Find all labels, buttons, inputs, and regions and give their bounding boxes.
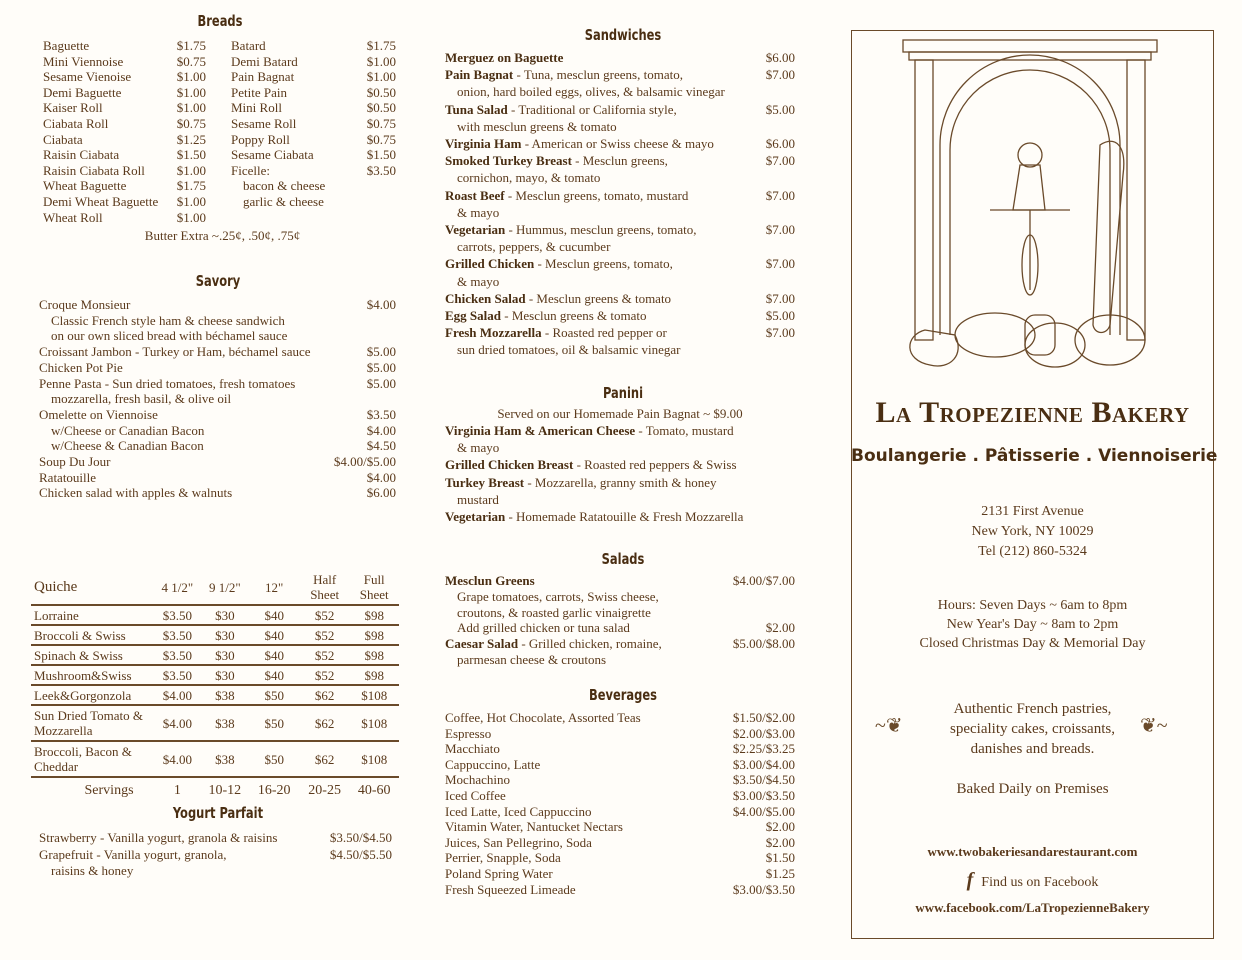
- quiche-price: $52: [300, 625, 350, 645]
- item-description: - Hummus, mesclun greens, tomato,: [505, 222, 697, 237]
- beverages-price: $1.50: [765, 850, 795, 866]
- sandwiches-item: [457, 342, 680, 357]
- quiche-price: $30: [201, 625, 248, 645]
- bread-name: Raisin Ciabata: [43, 147, 120, 163]
- savory-item: mozzarella, fresh basil, & olive oil: [51, 391, 232, 407]
- beverages-item: [445, 882, 576, 897]
- beverages-item: [445, 819, 623, 834]
- bread-name: Sesame Roll: [231, 116, 297, 131]
- item-name: Turkey Breast: [445, 474, 525, 490]
- panini-item: [445, 475, 717, 490]
- savory-price: $4.00: [366, 422, 396, 438]
- bread-name: Wheat Roll: [43, 209, 103, 225]
- item-description: & mayo: [457, 204, 500, 220]
- facebook-row[interactable]: [851, 869, 1214, 892]
- bread-name: Poppy Roll: [231, 131, 290, 147]
- bread-name: Sesame Vienoise: [43, 69, 132, 85]
- item-description: Espresso: [445, 725, 492, 741]
- sandwiches-price: $7.00: [765, 67, 795, 83]
- servings-value: 1: [154, 777, 202, 802]
- beverages-item: [445, 726, 491, 741]
- hours-block: [851, 596, 1214, 653]
- blurb-line: speciality cakes, croissants,: [950, 721, 1115, 737]
- yogurt-heading: Yogurt Parfait: [172, 804, 264, 822]
- savory-item: on our own sliced bread with béchamel sauce: [51, 328, 288, 344]
- quiche-column-header: 9 1/2": [208, 579, 241, 595]
- bread-price: $1.50: [366, 147, 396, 163]
- hours-daily: Hours: Seven Days ~ 6am to 8pm: [937, 598, 1128, 613]
- bakery-name: La Tropezienne Bakery: [875, 396, 1190, 429]
- item-description: Macchiato: [445, 741, 500, 757]
- item-name: Vegetarian: [445, 509, 506, 524]
- quiche-price: $98: [349, 645, 399, 665]
- quiche-price: $30: [201, 605, 248, 625]
- item-name: Mesclun Greens: [445, 573, 535, 588]
- item-description: carrots, peppers, & cucumber: [457, 239, 611, 255]
- savory-item: Soup Du Jour: [39, 454, 111, 469]
- website-link[interactable]: www.twobakeriesandarestaurant.com: [927, 844, 1138, 859]
- address-city: New York, NY 10029: [971, 524, 1094, 539]
- savory-heading: Savory: [195, 272, 241, 290]
- beverages-item: [445, 788, 506, 803]
- quiche-price: $4.00: [154, 685, 202, 705]
- quiche-row: [31, 605, 399, 625]
- beverages-heading: Beverages: [588, 686, 657, 704]
- item-name: Grilled Chicken Breast: [445, 457, 574, 473]
- servings-value: 20-25: [300, 777, 350, 802]
- quiche-price: $3.50: [154, 645, 202, 665]
- bread-price: $0.75: [176, 53, 206, 69]
- beverages-price: $2.00: [765, 819, 795, 835]
- quiche-name: Leek&Gorgonzola: [31, 685, 154, 705]
- quiche-price: $3.50: [154, 605, 202, 625]
- quiche-table: [31, 570, 399, 802]
- savory-item: Penne Pasta - Sun dried tomatoes, fresh tomatoes: [39, 375, 296, 391]
- bread-name: bacon & cheese: [243, 178, 326, 194]
- bread-price: $1.75: [176, 38, 206, 53]
- item-description: - Mozzarella, granny smith & honey: [524, 474, 717, 490]
- bread-name: Raisin Ciabata Roll: [43, 162, 145, 178]
- ornament-left-icon: ~❦: [875, 715, 903, 737]
- beverages-price: $4.00/$5.00: [732, 803, 795, 819]
- beverages-price: $3.00/$3.50: [732, 788, 795, 803]
- item-description: Perrier, Snapple, Soda: [445, 850, 561, 866]
- item-name: Egg Salad: [445, 308, 501, 323]
- blurb-line: danishes and breads.: [970, 741, 1095, 757]
- beverages-item: [445, 757, 540, 772]
- quiche-price: $3.50: [154, 625, 202, 645]
- item-description: - Traditional or California style,: [507, 101, 677, 117]
- savory-item: w/Cheese or Canadian Bacon: [51, 422, 205, 438]
- item-description: Coffee, Hot Chocolate, Assorted Teas: [445, 710, 641, 725]
- bread-name: Demi Baguette: [43, 84, 122, 100]
- bread-name: Demi Batard: [231, 53, 298, 69]
- bread-price: $1.75: [176, 178, 206, 194]
- servings-value: 40-60: [349, 777, 399, 802]
- panini-item: [445, 509, 743, 524]
- bread-name: Mini Roll: [231, 100, 282, 116]
- savory-price: $4.00: [366, 297, 396, 312]
- item-description: Cappuccino, Latte: [445, 756, 541, 772]
- sandwiches-item: [457, 170, 600, 185]
- item-name: Merguez on Baguette: [445, 50, 564, 65]
- quiche-price: $108: [349, 705, 399, 741]
- beverages-price: $3.50/$4.50: [732, 772, 795, 788]
- item-description: Grape tomatoes, carrots, Swiss cheese,: [457, 588, 659, 604]
- item-description: Poland Spring Water: [445, 866, 553, 881]
- panini-item: [445, 423, 734, 438]
- bread-name: Wheat Baguette: [43, 178, 127, 194]
- panini-item: [457, 492, 499, 507]
- beverages-item: [445, 850, 561, 865]
- sandwiches-item: [445, 188, 688, 203]
- bread-price: $3.50: [366, 162, 396, 178]
- quiche-name: Broccoli, Bacon & Cheddar: [31, 741, 154, 777]
- savory-price: $4.00/$5.00: [333, 454, 396, 469]
- savory-price: $4.50: [366, 438, 396, 454]
- hours-new-year: New Year's Day ~ 8am to 2pm: [946, 617, 1119, 632]
- quiche-row: [31, 685, 399, 705]
- quiche-price: $62: [300, 741, 350, 777]
- sandwiches-item: [445, 136, 714, 151]
- quiche-name: Spinach & Swiss: [31, 645, 154, 665]
- sandwiches-item: [445, 102, 677, 117]
- bread-name: Ciabata Roll: [43, 116, 109, 131]
- hours-closed: Closed Christmas Day & Memorial Day: [919, 636, 1146, 651]
- item-name: Fresh Mozzarella: [445, 325, 542, 341]
- quiche-column-header: Half Sheet: [310, 572, 340, 602]
- sandwiches-item: [445, 153, 668, 168]
- sandwiches-item: [445, 291, 671, 306]
- sandwiches-item: [457, 84, 725, 99]
- quiche-price: $52: [300, 605, 350, 625]
- quiche-name: Lorraine: [31, 605, 154, 625]
- sandwiches-item: [445, 50, 563, 65]
- quiche-price: $98: [349, 605, 399, 625]
- facebook-label: Find us on Facebook: [981, 875, 1099, 890]
- item-description: - Mesclun greens & tomato: [501, 308, 647, 323]
- servings-row: [31, 777, 399, 802]
- bread-name: Pain Bagnat: [231, 69, 295, 85]
- savory-price: $6.00: [366, 485, 396, 501]
- beverages-price: $1.25: [765, 866, 795, 881]
- yogurt-price: $3.50/$4.50: [329, 830, 392, 845]
- beverages-price: $3.00/$3.50: [732, 881, 795, 897]
- item-description: & mayo: [457, 273, 500, 289]
- salads-item: [457, 652, 606, 667]
- bread-price: $0.50: [366, 84, 396, 100]
- sandwiches-item: [457, 205, 499, 220]
- item-description: - Mesclun greens & tomato: [525, 290, 672, 306]
- quiche-row: [31, 625, 399, 645]
- beverages-price: $2.00: [765, 834, 795, 850]
- facebook-url[interactable]: www.facebook.com/LaTropezienneBakery: [915, 900, 1150, 915]
- item-description: - Mesclun greens, tomato,: [534, 256, 673, 272]
- servings-value: 16-20: [249, 777, 300, 802]
- quiche-name: Mushroom&Swiss: [31, 665, 154, 685]
- item-description: Vitamin Water, Nantucket Nectars: [445, 819, 623, 835]
- bread-name: Batard: [231, 38, 266, 53]
- quiche-price: $62: [300, 705, 350, 741]
- beverages-price: $1.50/$2.00: [732, 710, 795, 725]
- item-name: Virginia Ham & American Cheese: [445, 423, 636, 438]
- bread-price: $1.00: [366, 69, 396, 85]
- beverages-item: [445, 710, 641, 725]
- sandwiches-price: $6.00: [765, 136, 795, 151]
- servings-value: 10-12: [201, 777, 248, 802]
- item-description: & mayo: [457, 440, 500, 456]
- sandwiches-item: [445, 222, 697, 237]
- bread-price: $1.00: [176, 162, 206, 178]
- quiche-price: $50: [249, 685, 300, 705]
- yogurt-price: $4.50/$5.50: [329, 846, 392, 862]
- savory-price: $4.00: [366, 469, 396, 485]
- bread-name: Petite Pain: [231, 84, 287, 100]
- quiche-row: [31, 665, 399, 685]
- bread-name: Mini Viennoise: [43, 53, 124, 69]
- item-name: Vegetarian: [445, 222, 506, 237]
- quiche-name: Broccoli & Swiss: [31, 625, 154, 645]
- bakery-tagline: Boulangerie . Pâtisserie . Viennoiserie: [851, 446, 1218, 466]
- item-description: - Grilled chicken, romaine,: [518, 636, 662, 652]
- sandwiches-price: $7.00: [765, 290, 795, 306]
- item-description: mustard: [457, 491, 499, 507]
- bread-price: $0.75: [366, 131, 396, 147]
- item-description: - Tuna, mesclun greens, tomato,: [513, 67, 683, 83]
- bread-price: $0.50: [366, 100, 396, 116]
- quiche-price: $38: [201, 705, 248, 741]
- servings-label: Servings: [31, 777, 154, 802]
- savory-item: Classic French style ham & cheese sandwich: [51, 312, 285, 328]
- quiche-price: $52: [300, 645, 350, 665]
- panini-heading: Panini: [602, 384, 644, 402]
- beverages-item: [445, 804, 592, 819]
- bread-price: $1.00: [176, 69, 206, 85]
- salads-item: [457, 589, 659, 604]
- address-phone: Tel (212) 860-5324: [978, 544, 1087, 559]
- bread-price: $1.00: [176, 100, 206, 116]
- item-description: sun dried tomatoes, oil & balsamic vinegar: [457, 342, 681, 358]
- item-description: - American or Swiss cheese & mayo: [521, 136, 714, 151]
- quiche-column-header: 12": [265, 579, 284, 595]
- bakery-illustration: [895, 35, 1165, 385]
- sandwiches-item: [457, 274, 499, 289]
- quiche-row: [31, 645, 399, 665]
- item-name: Virginia Ham: [445, 136, 522, 151]
- bread-name: Kaiser Roll: [43, 100, 103, 116]
- beverages-item: [445, 835, 592, 850]
- bread-price: $1.00: [366, 53, 396, 69]
- salads-price: $5.00/$8.00: [732, 636, 795, 652]
- savory-price: $5.00: [366, 359, 396, 375]
- quiche-column-header: Quiche: [34, 578, 78, 595]
- sandwiches-price: $7.00: [765, 256, 795, 272]
- item-description: Add grilled chicken or tuna salad: [457, 620, 630, 636]
- item-description: parmesan cheese & croutons: [457, 652, 607, 667]
- item-name: Grilled Chicken: [445, 256, 535, 272]
- quiche-price: $30: [201, 665, 248, 685]
- bread-price: $0.75: [176, 116, 206, 131]
- item-description: Mochachino: [445, 772, 510, 788]
- sandwiches-price: $6.00: [765, 50, 795, 65]
- bread-name: garlic & cheese: [243, 194, 324, 209]
- quiche-price: $40: [249, 625, 300, 645]
- yogurt-item: raisins & honey: [51, 863, 134, 878]
- quiche-price: $4.00: [154, 705, 202, 741]
- salads-heading: Salads: [601, 550, 645, 568]
- item-name: Tuna Salad: [445, 101, 508, 117]
- item-description: Juices, San Pellegrino, Soda: [445, 834, 592, 850]
- quiche-header-row: [31, 570, 399, 605]
- item-description: - Mesclun greens, tomato, mustard: [504, 187, 689, 203]
- ornament-right-icon: ❦~: [1140, 715, 1168, 737]
- baked-daily: Baked Daily on Premises: [956, 781, 1109, 797]
- bread-name: Ficelle:: [231, 162, 270, 178]
- bread-price: $1.50: [176, 147, 206, 163]
- address-street: 2131 First Avenue: [981, 504, 1084, 519]
- item-description: Fresh Squeezed Limeade: [445, 881, 576, 897]
- salads-item: [457, 620, 630, 635]
- quiche-price: $30: [201, 645, 248, 665]
- sandwiches-price: $5.00: [765, 308, 795, 323]
- panini-item: [445, 457, 737, 472]
- blurb-line: Authentic French pastries,: [953, 701, 1112, 717]
- quiche-price: $40: [249, 605, 300, 625]
- item-name: Chicken Salad: [445, 290, 526, 306]
- salads-item: [445, 573, 535, 588]
- bread-name: Baguette: [43, 38, 90, 53]
- quiche-price: $108: [349, 685, 399, 705]
- quiche-column-header: 4 1/2": [161, 579, 194, 595]
- bread-price: $1.00: [176, 84, 206, 100]
- beverages-item: [445, 772, 510, 787]
- sandwiches-item: [445, 256, 673, 271]
- sandwiches-price: $7.00: [765, 325, 795, 341]
- address-block: [851, 502, 1214, 562]
- sandwiches-item: [457, 119, 617, 134]
- savory-price: $5.00: [366, 344, 396, 360]
- salads-item: [457, 605, 651, 620]
- quiche-price: $62: [300, 685, 350, 705]
- quiche-price: $38: [201, 741, 248, 777]
- quiche-price: $40: [249, 645, 300, 665]
- bread-name: Demi Wheat Baguette: [43, 194, 159, 209]
- item-description: - Roasted red pepper or: [541, 325, 667, 341]
- sandwiches-item: [457, 239, 610, 254]
- salads-price: $2.00: [765, 620, 795, 636]
- quiche-column-header: Full Sheet: [359, 572, 389, 602]
- savory-item: Omelette on Viennoise: [39, 406, 158, 422]
- savory-item: w/Cheese & Canadian Bacon: [51, 438, 204, 454]
- panini-note: Served on our Homemade Pain Bagnat ~ $9.00: [497, 406, 743, 421]
- beverages-item: [445, 741, 500, 756]
- beverages-price: $2.00/$3.00: [732, 725, 795, 741]
- sandwiches-price: $7.00: [765, 153, 795, 169]
- quiche-row: [31, 705, 399, 741]
- beverages-price: $3.00/$4.00: [732, 756, 795, 772]
- quiche-price: $40: [249, 665, 300, 685]
- quiche-price: $98: [349, 665, 399, 685]
- quiche-price: $108: [349, 741, 399, 777]
- item-description: - Tomato, mustard: [635, 423, 734, 438]
- facebook-icon: f: [966, 869, 974, 891]
- quiche-price: $3.50: [154, 665, 202, 685]
- panini-item: [457, 440, 499, 455]
- bread-price: $1.00: [176, 209, 206, 225]
- quiche-row: [31, 741, 399, 777]
- yogurt-item: Grapefruit - Vanilla yogurt, granola,: [39, 846, 227, 862]
- savory-item: Chicken Pot Pie: [39, 359, 123, 375]
- item-description: - Mesclun greens,: [571, 153, 668, 169]
- bread-name: Sesame Ciabata: [231, 147, 314, 163]
- savory-item: Ratatouille: [39, 469, 97, 485]
- beverages-price: $2.25/$3.25: [732, 741, 795, 757]
- item-description: with mesclun greens & tomato: [457, 118, 617, 134]
- sandwiches-price: $5.00: [765, 101, 795, 117]
- savory-item: Chicken salad with apples & walnuts: [39, 485, 233, 501]
- breads-heading: Breads: [197, 12, 243, 30]
- bread-price: $1.00: [176, 194, 206, 209]
- butter-note: Butter Extra ~.25¢, .50¢, .75¢: [144, 228, 301, 243]
- bread-name: Ciabata: [43, 131, 83, 147]
- savory-price: $3.50: [366, 406, 396, 422]
- savory-item: Croissant Jambon - Turkey or Ham, béchamel sauce: [39, 344, 311, 360]
- bread-price: $1.75: [366, 38, 396, 53]
- item-name: Smoked Turkey Breast: [445, 153, 572, 169]
- savory-item: Croque Monsieur: [39, 297, 131, 312]
- item-description: - Homemade Ratatouille & Fresh Mozzarella: [505, 509, 744, 524]
- quiche-price: $38: [201, 685, 248, 705]
- salads-price: $4.00/$7.00: [732, 573, 795, 588]
- savory-price: $5.00: [366, 375, 396, 391]
- item-name: Caesar Salad: [445, 636, 519, 652]
- bread-price: $0.75: [366, 116, 396, 131]
- yogurt-item: Strawberry - Vanilla yogurt, granola & raisins: [39, 830, 278, 845]
- sandwiches-item: [445, 325, 667, 340]
- quiche-price: $4.00: [154, 741, 202, 777]
- sandwiches-price: $7.00: [765, 187, 795, 203]
- quiche-price: $50: [249, 741, 300, 777]
- item-description: onion, hard boiled eggs, olives, & balsamic vinegar: [457, 84, 725, 100]
- sandwiches-price: $7.00: [765, 222, 795, 237]
- quiche-price: $98: [349, 625, 399, 645]
- item-description: croutons, & roasted garlic vinaigrette: [457, 604, 651, 620]
- sandwiches-item: [445, 67, 683, 82]
- quiche-price: $50: [249, 705, 300, 741]
- item-description: - Roasted red peppers & Swiss: [573, 457, 737, 473]
- item-name: Pain Bagnat: [445, 67, 514, 83]
- item-description: Iced Coffee: [445, 788, 506, 803]
- item-name: Roast Beef: [445, 187, 505, 203]
- sandwiches-item: [445, 308, 647, 323]
- quiche-name: Sun Dried Tomato & Mozzarella: [31, 705, 154, 741]
- salads-item: [445, 636, 662, 651]
- sandwiches-heading: Sandwiches: [584, 26, 662, 44]
- quiche-price: $52: [300, 665, 350, 685]
- beverages-item: [445, 866, 553, 881]
- item-description: cornichon, mayo, & tomato: [457, 170, 601, 186]
- bread-price: $1.25: [176, 131, 206, 147]
- item-description: Iced Latte, Iced Cappuccino: [445, 803, 592, 819]
